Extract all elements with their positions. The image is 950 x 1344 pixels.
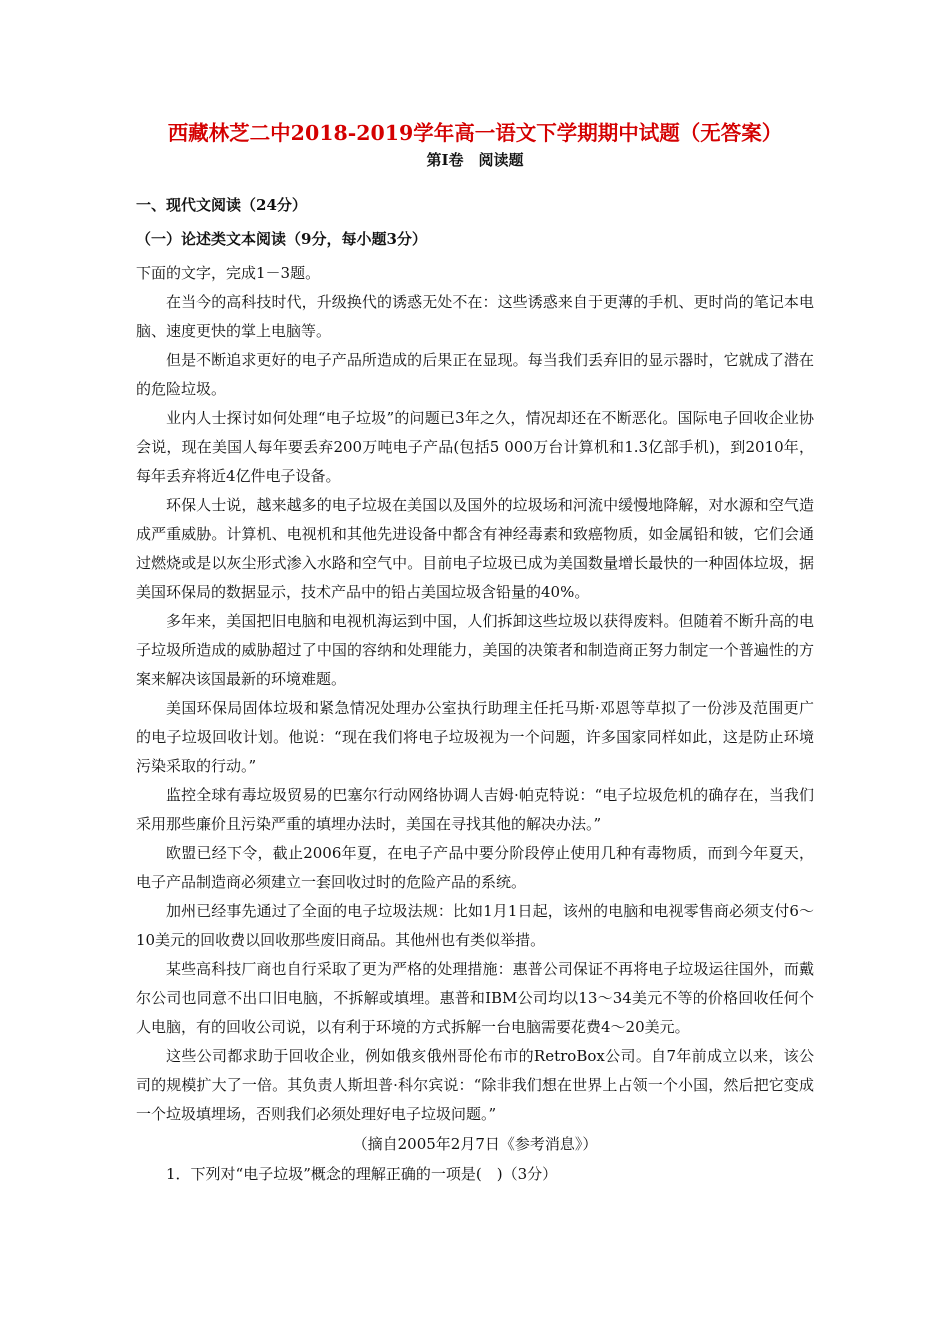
article-paragraph: 监控全球有毒垃圾贸易的巴塞尔行动网络协调人吉姆·帕克特说：“电子垃圾危机的确存在，当我们采用那些廉价且污染严重的填埋办法时，美国在寻找其他的解决办法。” — [136, 786, 814, 833]
article-source: （摘自2005年2月7日《参考消息》） — [352, 1135, 598, 1153]
article-paragraph: 但是不断追求更好的电子产品所造成的后果正在显现。每当我们丢弃旧的显示器时，它就成了潜在的危险垃圾。 — [136, 351, 814, 398]
article-paragraph: 业内人士探讨如何处理“电子垃圾”的问题已3年之久，情况却还在不断恶化。国际电子回收企业协会说，现在美国人每年要丢弃200万吨电子产品(包括5 000万台计算机和1.3亿部手机)，到2010年，每年丢弃将近4亿件电子设备。 — [136, 409, 814, 485]
article-paragraph: 在当今的高科技时代，升级换代的诱惑无处不在：这些诱惑来自于更薄的手机、更时尚的笔记本电脑、速度更快的掌上电脑等。 — [136, 293, 814, 340]
section-heading-modern-reading: 一、现代文阅读（24分） — [136, 196, 307, 214]
article-paragraph: 这些公司都求助于回收企业，例如俄亥俄州哥伦布市的RetroBox公司。自7年前成立以来，该公司的规模扩大了一倍。其负责人斯坦普·科尔宾说：“除非我们想在世界上占领一个小国，然后把它变成一个垃圾填埋场，否则我们必须处理好电子垃圾问题。” — [136, 1047, 814, 1123]
question-1: 1．下列对“电子垃圾”概念的理解正确的一项是( )（3分） — [166, 1165, 558, 1183]
volume-subtitle: 第Ⅰ卷 阅读题 — [426, 151, 524, 169]
subsection-heading-argumentative: （一）论述类文本阅读（9分，每小题3分） — [136, 230, 427, 248]
article-paragraph: 某些高科技厂商也自行采取了更为严格的处理措施：惠普公司保证不再将电子垃圾运往国外，而戴尔公司也同意不出口旧电脑，不拆解或填埋。惠普和IBM公司均以13～34美元不等的价格回收任何个人电脑，有的回收公司说，以有利于环境的方式拆解一台电脑需要花费4～20美元。 — [136, 960, 814, 1036]
article-paragraph: 环保人士说，越来越多的电子垃圾在美国以及国外的垃圾场和河流中缓慢地降解，对水源和空气造成严重威胁。计算机、电视机和其他先进设备中都含有神经毒素和致癌物质，如金属铅和铍，它们会通过燃烧或是以灰尘形式渗入水路和空气中。目前电子垃圾已成为美国数量增长最快的一种固体垃圾，据美国环保局的数据显示，技术产品中的铅占美国垃圾含铅量的40%。 — [136, 496, 814, 601]
article-paragraph: 加州已经事先通过了全面的电子垃圾法规：比如1月1日起，该州的电脑和电视零售商必须支付6～10美元的回收费以回收那些废旧商品。其他州也有类似举措。 — [136, 902, 814, 949]
article-paragraph: 欧盟已经下令，截止2006年夏，在电子产品中要分阶段停止使用几种有毒物质，而到今年夏天，电子产品制造商必须建立一套回收过时的危险产品的系统。 — [136, 844, 814, 891]
reading-instruction: 下面的文字，完成1－3题。 — [136, 264, 321, 282]
document-title: 西藏林芝二中2018-2019学年高一语文下学期期中试题（无答案） — [167, 121, 783, 145]
article-paragraph: 多年来，美国把旧电脑和电视机海运到中国，人们拆卸这些垃圾以获得废料。但随着不断升高的电子垃圾所造成的威胁超过了中国的容纳和处理能力，美国的决策者和制造商正努力制定一个普遍性的方案来解决该国最新的环境难题。 — [136, 612, 814, 688]
article-paragraph: 美国环保局固体垃圾和紧急情况处理办公室执行助理主任托马斯·邓恩等草拟了一份涉及范围更广的电子垃圾回收计划。他说：“现在我们将电子垃圾视为一个问题，许多国家同样如此，这是防止环境污染采取的行动。” — [136, 699, 814, 775]
article-body — [136, 288, 814, 1129]
